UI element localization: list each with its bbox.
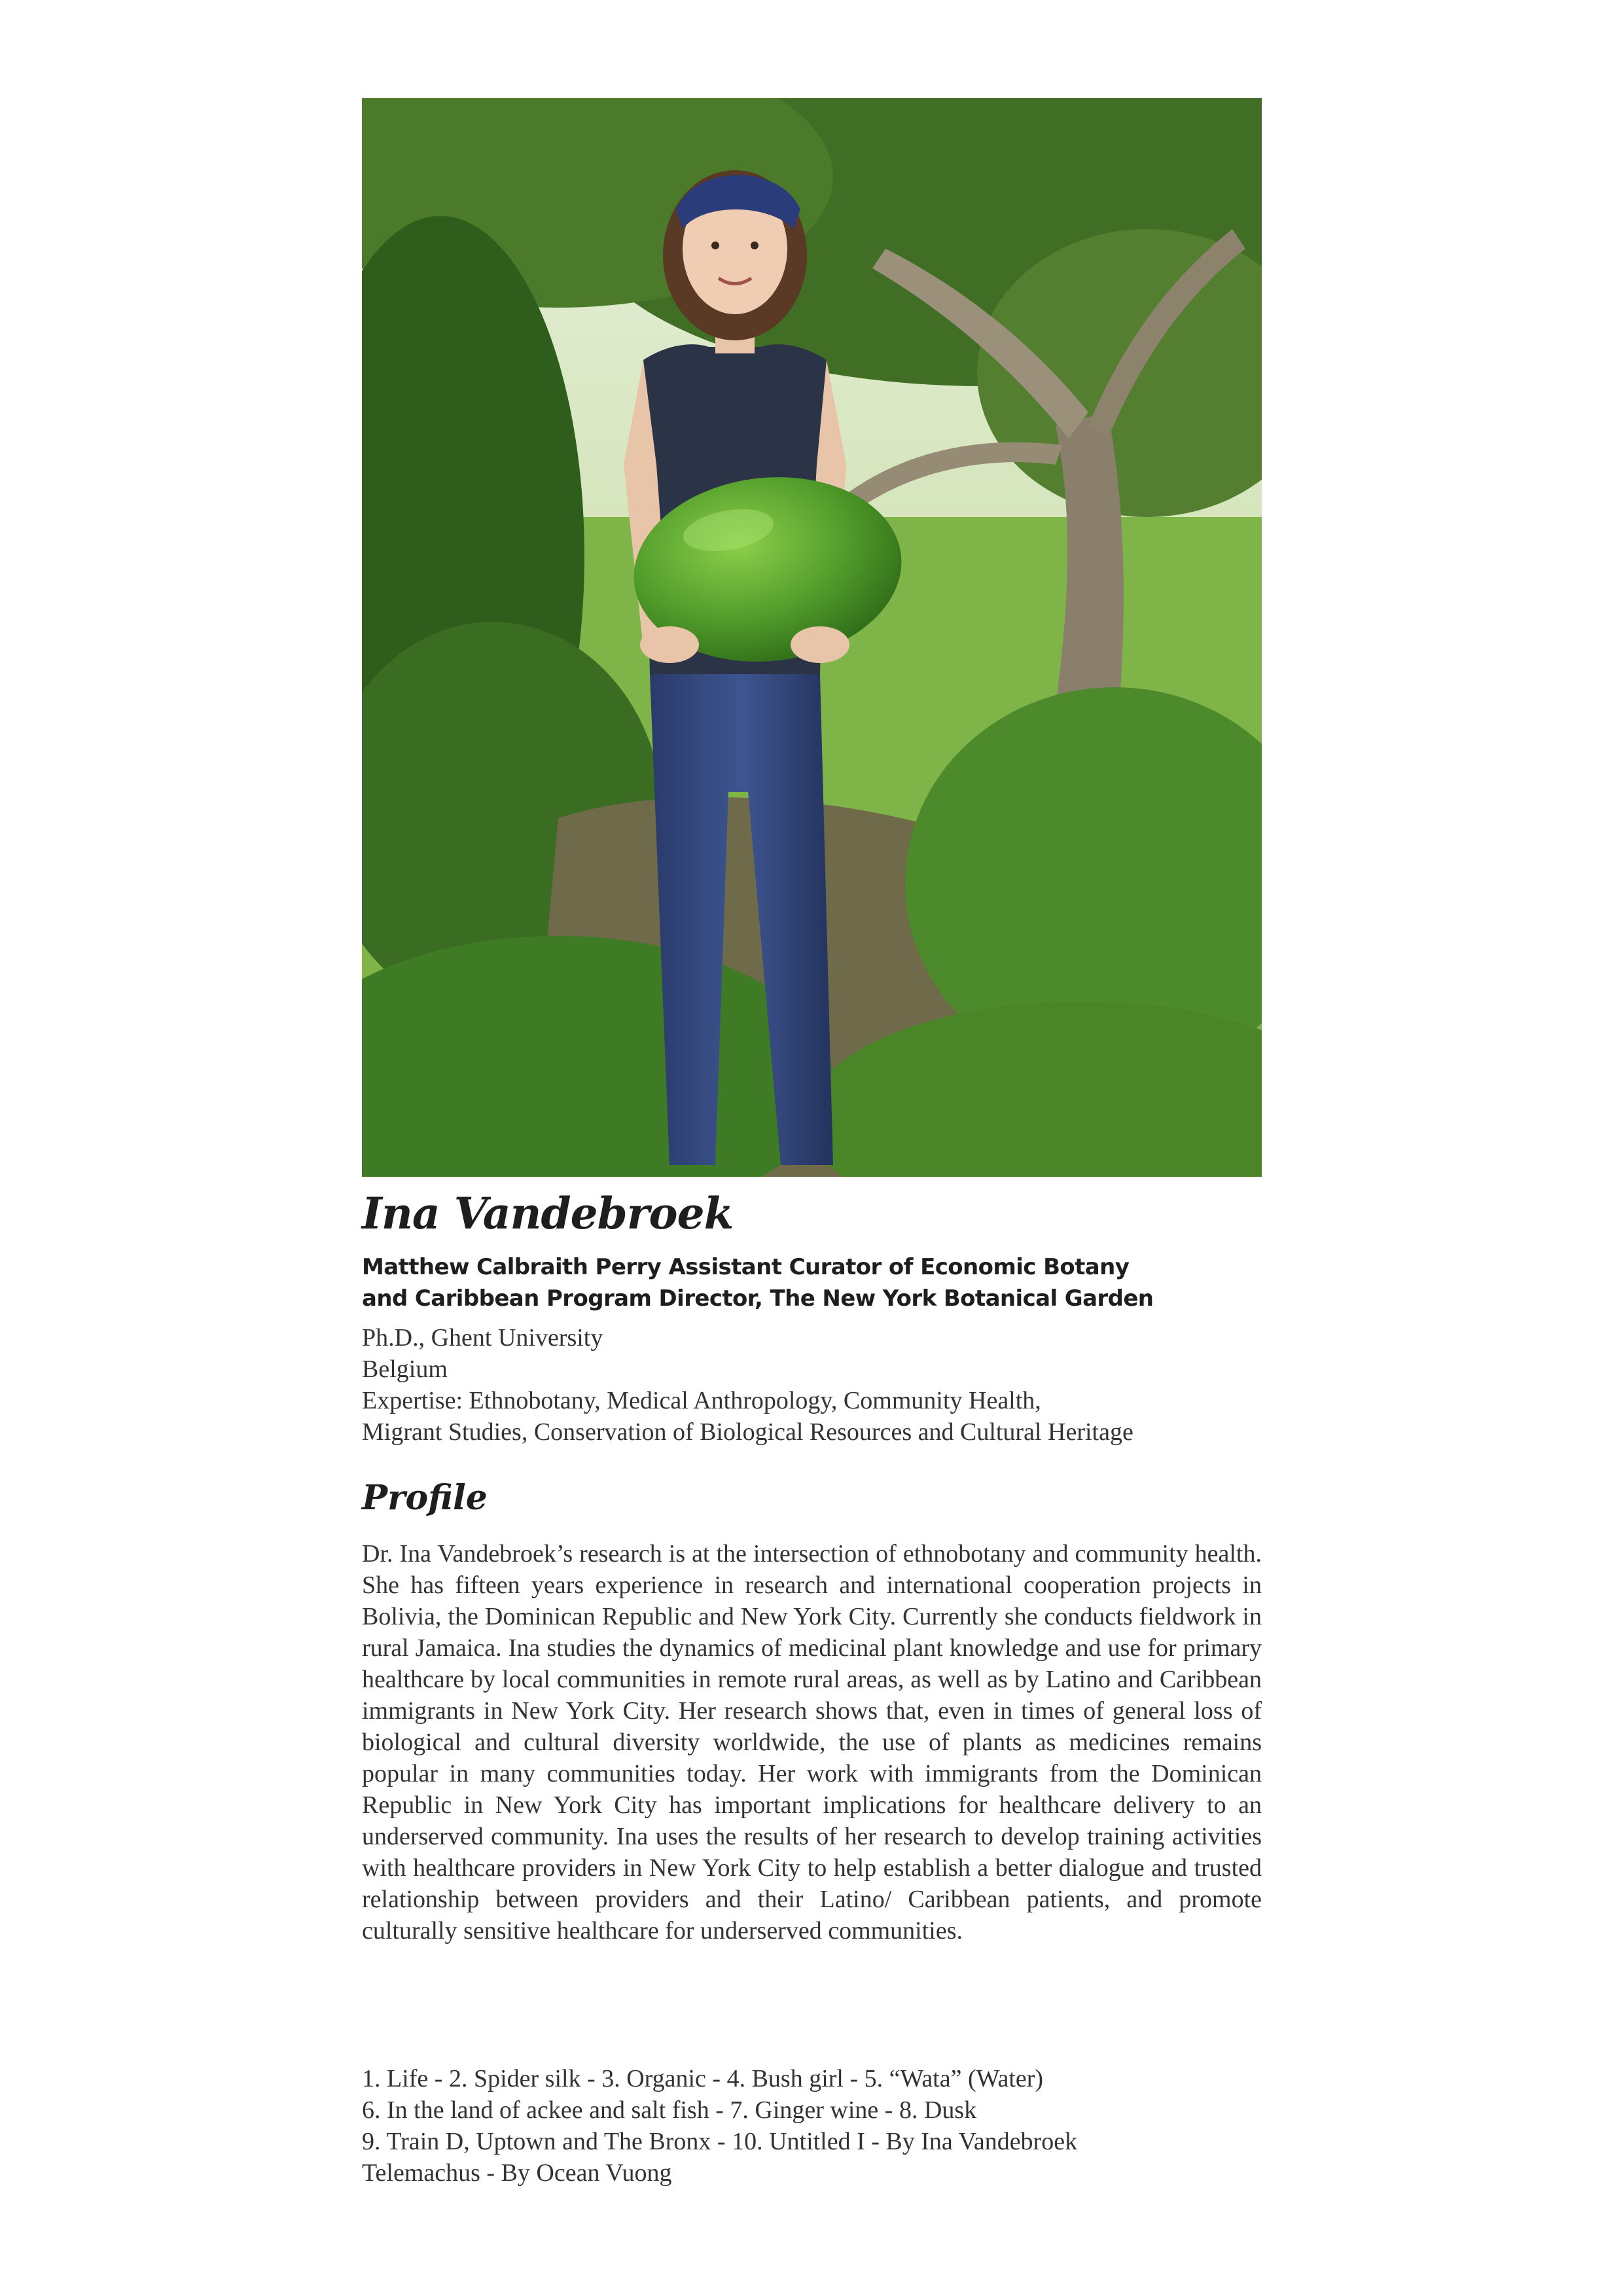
artwork-credits bbox=[362, 2063, 1262, 2157]
person-degree: Ph.D., Ghent University bbox=[362, 1324, 603, 1352]
person-country: Belgium bbox=[362, 1355, 448, 1383]
portrait-photo-icon bbox=[362, 98, 1262, 1177]
person-title-line: and Caribbean Program Director, The New York Botanical Garden bbox=[362, 1285, 1154, 1312]
person-meta bbox=[362, 1322, 1262, 1448]
person-title-line: Matthew Calbraith Perry Assistant Curator of Economic Botany bbox=[362, 1254, 1130, 1280]
portrait-photo bbox=[362, 98, 1262, 1177]
person-expertise-line: Migrant Studies, Conservation of Biological Resources and Cultural Heritage bbox=[362, 1418, 1133, 1446]
profile-heading: Profile bbox=[362, 1478, 488, 1518]
credits-line: 1. Life - 2. Spider silk - 3. Organic - 4. Bush girl - 5. “Wata” (Water) bbox=[362, 2065, 1044, 2092]
person-title bbox=[362, 1251, 1262, 1314]
person-name: Ina Vandebroek bbox=[362, 1188, 734, 1239]
person-expertise-line: Expertise: Ethnobotany, Medical Anthropology, Community Health, bbox=[362, 1387, 1041, 1414]
profile-body: Dr. Ina Vandebroek’s research is at the intersection of ethnobotany and community health. She has fifteen years experience in research and international cooperation projects in Bolivia, the Dominican Republic and New York City. Currently she conducts fieldwork in rural Jamaica. Ina studies the dynamics of medicinal plant knowledge and use for primary healthcare by local communities in remote rural areas, as well as by Latino and Caribbean immigrants in New York City. Her research shows that, even in times of general loss of biological and cultural diversity worldwide, the use of plants as medicines remains popular in many communities today. Her work with immigrants from the Dominican Republic in New York City has important implications for healthcare delivery to an underserved community. Ina uses the results of her research to develop training activities with healthcare providers in New York City to help establish a better dialogue and trusted relationship between providers and their Latino/ Caribbean patients, and promote culturally sensitive healthcare for underserved communities. bbox=[362, 1540, 1262, 1945]
credits-line: 6. In the land of ackee and salt fish - 7. Ginger wine - 8. Dusk bbox=[362, 2096, 977, 2124]
photo-credit: Telemachus - By Ocean Vuong bbox=[362, 2159, 672, 2187]
credits-line: 9. Train D, Uptown and The Bronx - 10. Untitled I - By Ina Vandebroek bbox=[362, 2128, 1078, 2155]
